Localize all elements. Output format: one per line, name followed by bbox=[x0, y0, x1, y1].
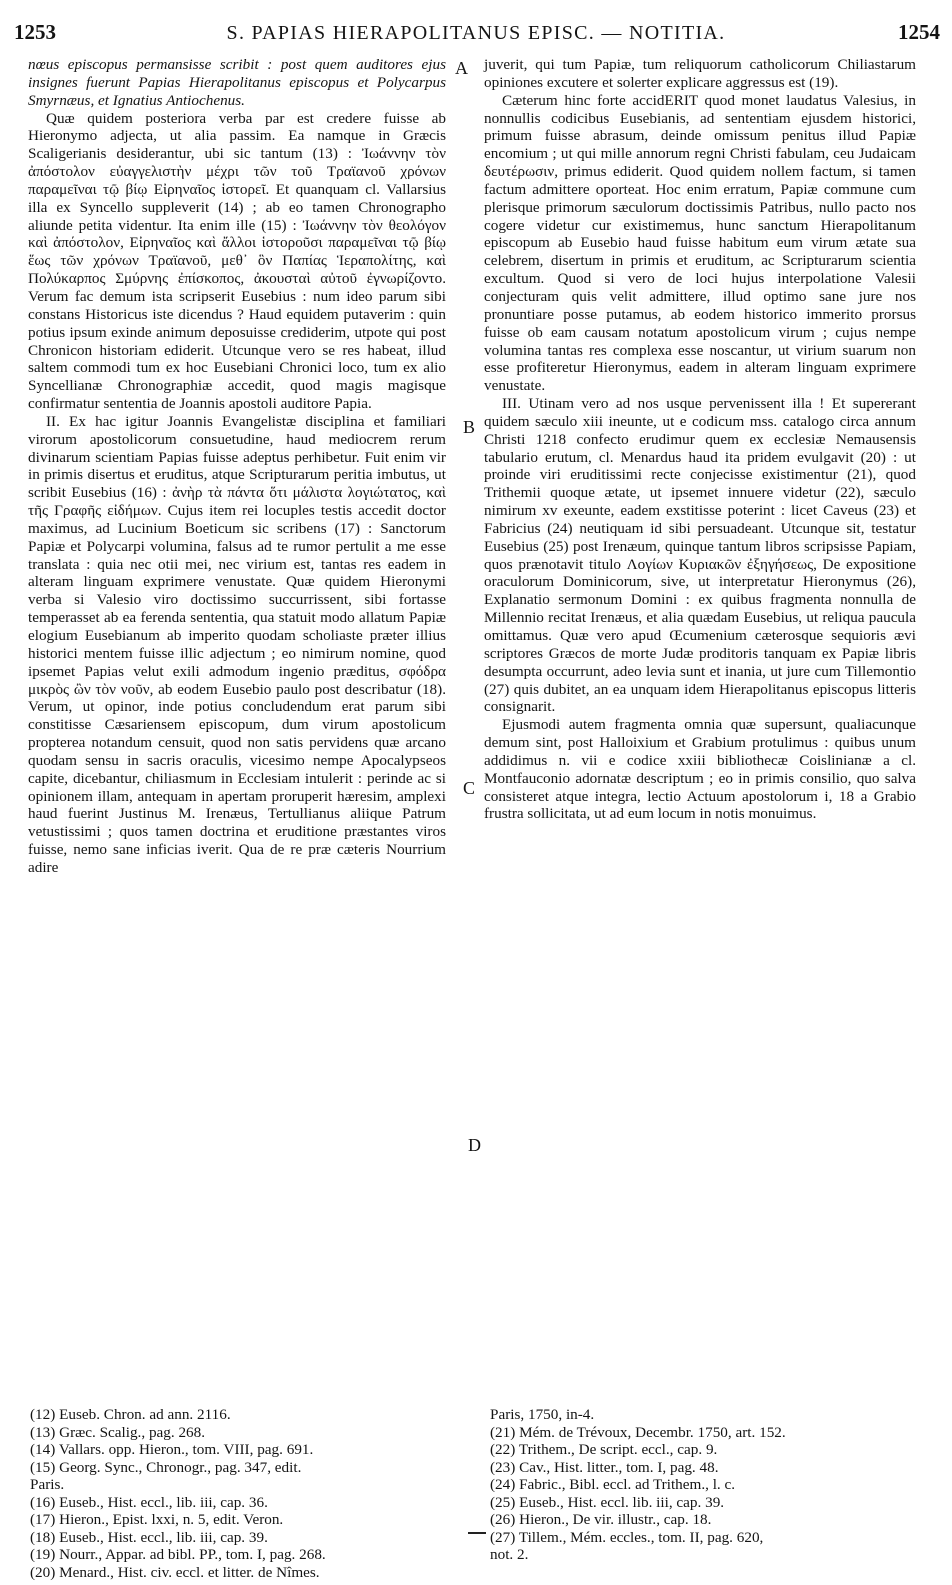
paragraph: nœus episcopus permansisse scribit : post quem auditores ejus insignes fuerunt Papias Hierapolitanus episcopus et Polycarpus Smyrnæus, et Ignatius Antiochenus. bbox=[28, 56, 446, 109]
paragraph: Ejusmodi autem fragmenta omnia quæ supersunt, qualiacunque demum sint, post Halloixium et Grabium protulimus : quibus unum addidimus n. vii e codice xxiii bibliothecæ Coislinianæ a cl. Montfauconio adornatæ descriptum ; eo in primis consilio, quo salva consisteret atque integra, lectio Actuum apostolorum i, 18 a Grabio frustra sollicitata, ut ad eum locum in notis monuimus. bbox=[484, 716, 916, 823]
margin-marker-c: C bbox=[463, 778, 476, 798]
right-column bbox=[484, 56, 916, 823]
footnote: (12) Euseb. Chron. ad ann. 2116. bbox=[30, 1406, 231, 1423]
page-number-left: 1253 bbox=[14, 20, 56, 44]
left-column bbox=[28, 56, 446, 877]
footnote: (13) Græc. Scalig., pag. 268. bbox=[30, 1423, 206, 1441]
paragraph: III. Utinam vero ad nos usque pervenissent illa ! Et supererant quidem sæculo xiii ineunte, ut e codicum mss. catalogo circa annum Christi 1218 confecto erudimur quem ex ecclesiæ Nemausensis tabulario erutum, cl. Menardus haud ita pridem evulgavit (20) : ut proinde viri eruditissimi recte conjecisse existimentur (21), quod Trithemii quoque ætate, ut ipsemet innuere videtur (22), sæculo nimirum xv exeunte, eadem exstitisse poterint : licet Caveus (23) et Fabricius (24) neutiquam id sibi persuadeant. Utcunque sit, testatur Eusebius (25) post Irenæum, quinque tantum libros scripsisse Papiam, quos prænotavit titulo Λογίων Κυριακῶν ἐξηγήσεως, De expositione oraculorum Dominicorum, sive, ut interpretatur Hieronymus (26), Explanatio sermonum Domini : ex quibus fragmenta nonnulla de Millennio recitat Irenæus, et alia quædam Eusebius, ut reliqua paucula omittamus. Quæ vero apud Œcumenium cæterosque sequioris ævi scriptores Græcos de morte Judæ proditoris tanquam ex Papiæ libris desumpta occurrunt, adeo levia sunt et inania, ut jure cum Tillemontio (27) quis dubitet, an ea unquam idem Hierapolitanus episcopus litteris consignarit. bbox=[484, 395, 916, 716]
footnote: (26) Hieron., De vir. illustr., cap. 18. bbox=[490, 1511, 712, 1528]
paragraph: Quæ quidem posteriora verba par est credere fuisse ab Hieronymo adjecta, ut alia passim. Ea namque in Græcis Scaligerianis desiderantur, ubi sic tantum (13) : Ἰωάννην τὸν ἀπόστολον εὐαγγελιστὴν μέχρι τῶν τοῦ Τραϊανοῦ χρόνων παραμεῖναι τῷ βίῳ Εἰρηναῖος ἱστορεῖ. Et quanquam cl. Vallarsius illa ex Syncello suppleverit (14) ; ab eo tamen Chronographo aliunde petita videntur. Ita enim ille (15) : Ἰωάννην τὸν θεολόγον καὶ ἀπόστολον, Εἰρηναῖος καὶ ἄλλοι ἱστοροῦσι παραμεῖναι τῷ βίῳ ἕως τῶν χρόνων Τραϊανοῦ, μεθ᾽ ὃν Παπίας Ἱεραπολίτης, καὶ Πολύκαρπος Σμύρνης ἐπίσκοπος, ἀκουσταὶ αὐτοῦ ἐγνωρίζοντο. Verum fac demum ista scripserit Eusebius : num ideo parum sibi constans Historicus iste dicendus ? Haud equidem putaverim : quin potius ipsum exinde animum deposuisse crediderim, utpote qui post Chronicon historiam ediderit. Utcunque vero se res habeat, illud saltem commodi tum ex hoc Eusebiani Chronici loco, tum ex alio Syncellianæ Chronographiæ accedit, quod magis magisque confirmatur sententia de Joannis apostoli auditore Papia. bbox=[28, 109, 446, 413]
page-number-right: 1254 bbox=[898, 20, 940, 44]
paragraph: II. Ex hac igitur Joannis Evangelistæ disciplina et familiari virorum apostolicorum consuetudine, haud mediocrem rerum divinarum scientiam Papias fuisse adeptus perhibetur. Fuit enim vir in primis disertus et eruditus, atque Scripturarum peritia imbutus, ut scribit Eusebius (16) : ἀνὴρ τὰ πάντα ὅτι μάλιστα λογιώτατος, καὶ τῆς Γραφῆς εἰδήμων. Cujus item rei locuples testis accedit doctor maximus, ad Lucinium Boeticum sic scribens (17) : Sanctorum Papiæ et Polycarpi volumina, falsus ad te rumor pertulit a me esse translata : quia nec otii mei, nec virium est, tantas res eadem in alteram linguam exprimere venustate. Quæ quidem Hieronymi verba si Valesio viro doctissimo succurrissent, sibi fortasse temperasset ab ea ferenda sententia, qua statuit modo allatum Papiæ elogium Eusebianum ab imperito quodam scholiaste præter illius historici mentem fuisse illic adjectum ; eo nimirum nomine, quod ipsemet Papias velut exili admodum ingenio præditus, σφόδρα μικρὸς ὢν τὸν νοῦν, ab eodem Eusebio paulo post describatur (18). Verum, ut opinor, inde potius concludendum erat parum sibi constitisse Cæsariensem episcopum, dum virum apostolicum propterea notandum censuit, quod non satis pervidens quæ arcano quodam sensu in sacris oraculis, vicesimo nempe Apocalypseos capite, dicebantur, chiliasmum in Ecclesiam intulerit : perinde ac si opinionem illam, antequam in apertam proruperit hæresim, amplexi haud fuerint Justinus M. Irenæus, Tertullianus aliique Patrum vetustissimi ; quos tamen doctrina et eruditione præstantes viros fuisse, nemo sane inficias iverit. Qua de re præ cæteris Nourrium adire bbox=[28, 412, 446, 876]
footnote: (24) Fabric., Bibl. eccl. ad Trithem., l. c. bbox=[490, 1476, 736, 1493]
footnote: (21) Mém. de Trévoux, Decembr. 1750, art. 152. bbox=[490, 1423, 786, 1441]
footnote: (17) Hieron., Epist. lxxi, n. 5, edit. Veron. bbox=[30, 1511, 284, 1528]
footnote: (20) Menard., Hist. civ. eccl. et litter. de Nîmes. bbox=[30, 1563, 320, 1581]
paragraph: juverit, qui tum Papiæ, tum reliquorum catholicorum Chiliastarum opiniones excutere et solerter explicare aggressus est (19). bbox=[484, 56, 916, 91]
footnote: (18) Euseb., Hist. eccl., lib. iii, cap. 39. bbox=[30, 1528, 268, 1546]
page-header bbox=[0, 20, 952, 50]
footnote: (15) Georg. Sync., Chronogr., pag. 347, edit. bbox=[30, 1458, 302, 1476]
footnote: (14) Vallars. opp. Hieron., tom. VIII, pag. 691. bbox=[30, 1441, 314, 1458]
footnote: Paris, 1750, in-4. bbox=[490, 1406, 595, 1423]
margin-marker-a: A bbox=[455, 58, 468, 78]
footnote: (19) Nourr., Appar. ad bibl. PP., tom. I, pag. 268. bbox=[30, 1546, 326, 1563]
footnote: (23) Cav., Hist. litter., tom. I, pag. 48. bbox=[490, 1458, 719, 1476]
paragraph: Cæterum hinc forte accidERIT quod monet laudatus Valesius, in nonnullis codicibus Eusebianis, ad sententiam ejusdem historici, primum fuisse abrasum, deinde omissum penitus illud Papiæ encomium ; ut qui mille annorum regni Christi fabulam, ceu Judaicam δευτέρωσιν, primus ediderit. Quod quidem nollem factum, si tamen factum admittere oporteat. Hoc enim erratum, Papiæ commune cum plerisque primorum sæculorum doctissimis Patribus, nullo pacto nos cogere videtur cur existimemus, hunc sanctum Hierapolitanum episcopum ab Eusebio haud fuisse habitum eum virum ætate sua celebrem, disertum in primis et eruditum, ac Scripturarum scientia excultum. Quod si vero de loci hujus interpolatione Valesii conjecturam quis velit admittere, illud optimo sane jure nos pronuntiare posse putamus, ab eodem historico immerito prorsus fuisse ob eam causam notatum apostolicum virum ; cujus nempe volumina tantas res complexa esse noscantur, ut virium suarum non esse profiteretur Hieronymus, eadem in alteram linguam exprimere venustate. bbox=[484, 91, 916, 395]
footnotes-left bbox=[30, 1406, 460, 1581]
margin-marker-b: B bbox=[463, 417, 476, 437]
footnote: not. 2. bbox=[490, 1546, 529, 1563]
end-rule bbox=[468, 1532, 486, 1534]
footnote: (25) Euseb., Hist. eccl. lib. iii, cap. 39. bbox=[490, 1493, 725, 1511]
footnotes-right bbox=[490, 1406, 920, 1564]
footnote: Paris. bbox=[30, 1476, 65, 1493]
footnote: (27) Tillem., Mém. eccles., tom. II, pag. 620, bbox=[490, 1528, 764, 1546]
running-title: S. PAPIAS HIERAPOLITANUS EPISC. — NOTITIA. bbox=[226, 22, 726, 44]
footnote: (22) Trithem., De script. eccl., cap. 9. bbox=[490, 1441, 718, 1458]
footnote: (16) Euseb., Hist. eccl., lib. iii, cap. 36. bbox=[30, 1493, 268, 1511]
margin-marker-d: D bbox=[468, 1135, 481, 1155]
